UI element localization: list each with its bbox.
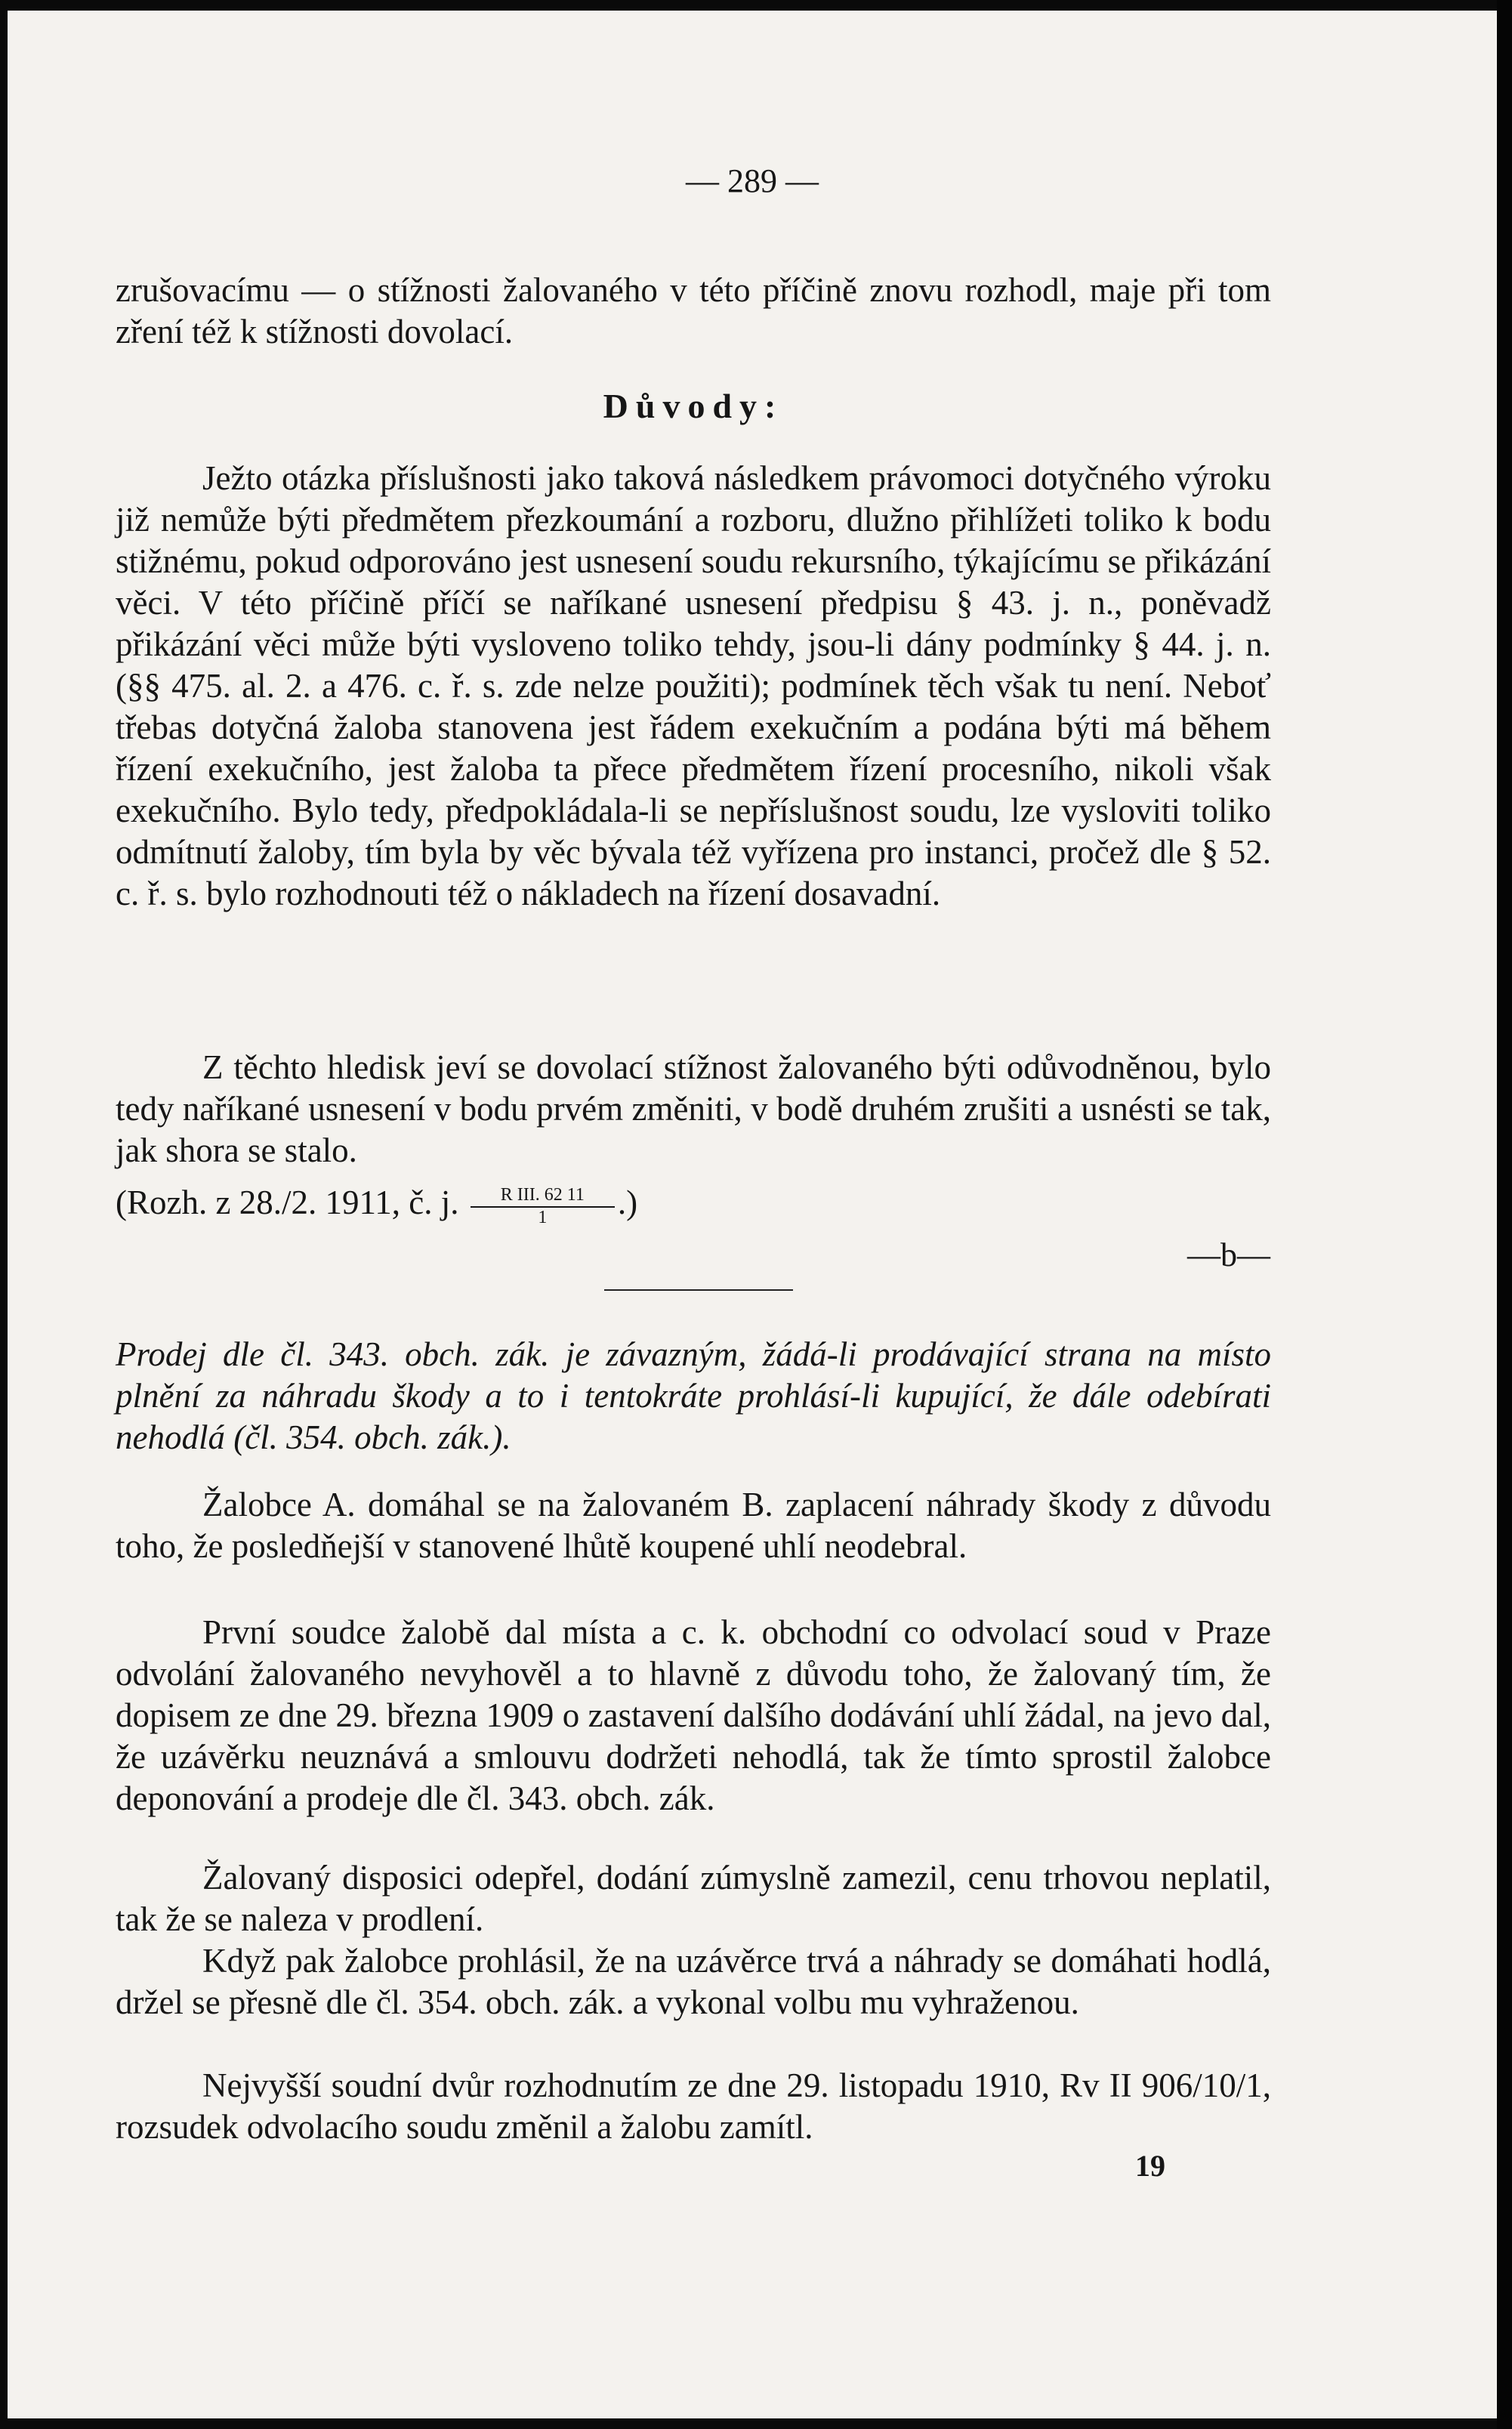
decision-reference xyxy=(116,1182,637,1227)
sheet-number: 19 xyxy=(1135,2149,1165,2183)
reasons-paragraph-2: Z těchto hledisk jeví se dovolací stížnost žalovaného býti odůvodněnou, bylo tedy naříkané usnesení v bodu prvém změniti, v bodě druhém zrušiti a usnésti se tak, jak shora se stalo. xyxy=(116,1048,1271,1169)
fraction-numerator: R III. 62 11 xyxy=(471,1185,615,1208)
case-summary: Prodej dle čl. 343. obch. zák. je závazným, žádá-li prodávající strana na místo plnění za náhradu škody a to i tentokráte prohlásí-li kupující, že dále odebírati nehodlá (čl. 354. obch. zák.). xyxy=(116,1335,1271,1456)
reference-fraction xyxy=(471,1185,615,1227)
reference-suffix: .) xyxy=(617,1184,638,1221)
case-paragraph-5: Nejvyšší soudní dvůr rozhodnutím ze dne 29. listopadu 1910, Rv II 906/10/1, rozsudek odvolacího soudu změnil a žalobu zamítl. xyxy=(116,2066,1271,2146)
reasons-paragraph-1: Ježto otázka příslušnosti jako taková následkem právomoci dotyčného výroku již nemůže býti předmětem přezkoumání a rozboru, dlužno přihlížeti toliko k bodu stižnému, pokud odporováno jest usnesení soudu rekursního, týkajícímu se přikázání věci. V této příčině příčí se naříkané usnesení předpisu § 43. j. n., poněvadž přikázání věci může býti vysloveno toliko tehdy, jsou-li dány podmínky § 44. j. n. (§§ 475. al. 2. a 476. c. ř. s. zde nelze použiti); podmínek těch však tu není. Neboť třebas dotyčná žaloba stanovena jest řádem exekučním a podána býti má během řízení exekučního, jest žaloba ta přece předmětem řízení procesního, nikoli však exekučního. Bylo tedy, předpokládala-li se nepříslušnost soudu, lze vysloviti toliko odmítnutí žaloby, tím byla by věc bývala též vyřízena pro instanci, pročež dle § 52. c. ř. s. bylo rozhodnouti též o nákladech na řízení dosavadní. xyxy=(116,459,1271,912)
page-number: — 289 — xyxy=(686,162,819,199)
case-paragraph-4: Když pak žalobce prohlásil, že na uzávěrce trvá a náhrady se domáhati hodlá, držel se přesně dle čl. 354. obch. zák. a vykonal volbu mu vyhraženou. xyxy=(116,1942,1271,2021)
section-heading: Důvody: xyxy=(603,387,784,425)
author-signature: —b— xyxy=(1187,1236,1270,1273)
opening-paragraph: zrušovacímu — o stížnosti žalovaného v této příčině znovu rozhodl, maje při tom zření též k stížnosti dovolací. xyxy=(116,271,1271,350)
reference-prefix: (Rozh. z 28./2. 1911, č. j. xyxy=(116,1184,459,1221)
fraction-denominator: 1 xyxy=(538,1207,548,1227)
case-paragraph-3: Žalovaný disposici odepřel, dodání zúmyslně zamezil, cenu trhovou neplatil, tak že se naleza v prodlení. xyxy=(116,1859,1271,1938)
scan-border xyxy=(1497,0,1512,2429)
book-page xyxy=(8,11,1497,2418)
section-divider xyxy=(604,1289,793,1291)
case-paragraph-2: První soudce žalobě dal místa a c. k. obchodní co odvolací soud v Praze odvolání žalovaného nevyhověl a to hlavně z důvodu toho, že žalovaný tím, že dopisem ze dne 29. března 1909 o zastavení dalšího dodávání uhlí žádal, na jevo dal, že uzávěrku neuznává a smlouvu dodržeti nehodlá, tak že tímto sprostil žalobce deponování a prodeje dle čl. 343. obch. zák. xyxy=(116,1613,1271,1817)
case-paragraph-1: Žalobce A. domáhal se na žalovaném B. zaplacení náhrady škody z důvodu toho, že posledňejší v stanovené lhůtě koupené uhlí neodebral. xyxy=(116,1486,1271,1565)
